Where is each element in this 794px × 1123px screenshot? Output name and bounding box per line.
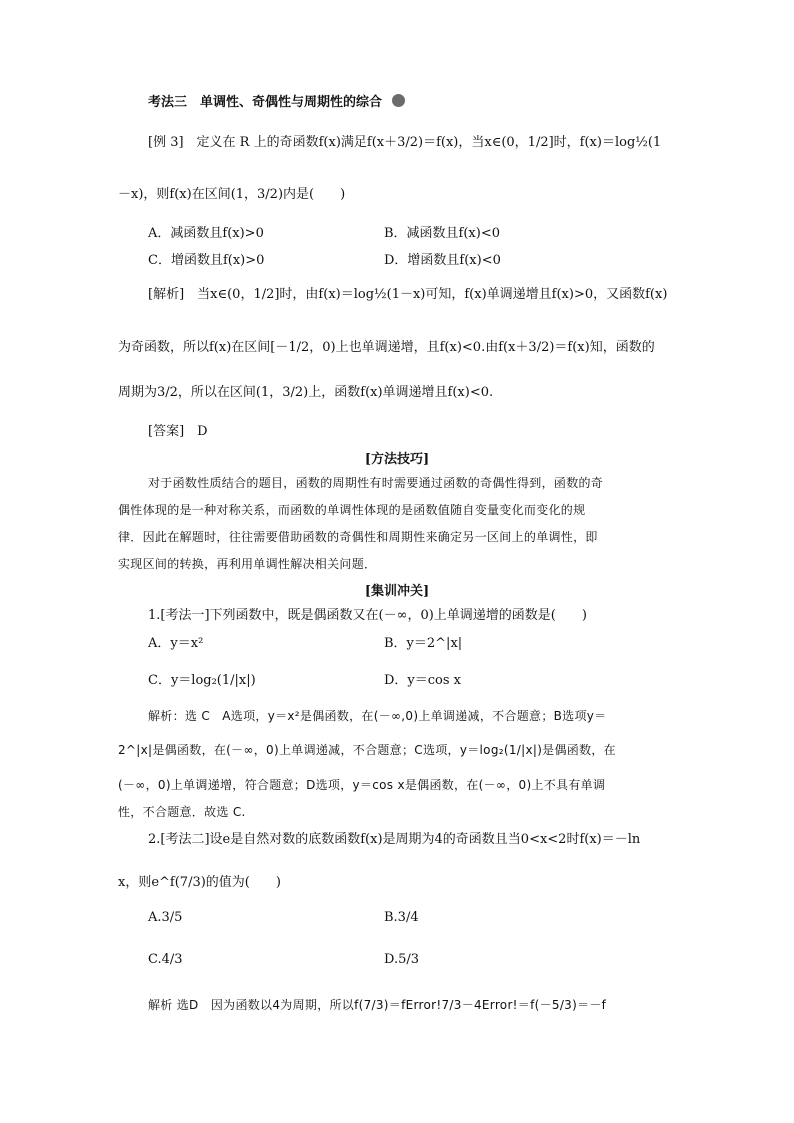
option-a: A．减函数且f(x)>0: [148, 226, 264, 241]
method-line-4: 实现区间的转换，再利用单调性解决相关问题．: [118, 557, 377, 571]
practice-title: [集训冲关]: [364, 584, 430, 599]
q1-solution-line1: 解析：选 C A选项，y＝x²是偶函数，在(－∞,0)上单调递减，不合题意；B选项y＝: [148, 709, 607, 723]
q2-option-d: D.5/3: [384, 952, 420, 967]
q1-option-a: A．y＝x²: [148, 636, 204, 651]
q2-solution-line: 解析 选D 因为函数以4为周期，所以f(7/3)＝fError!7/3－4Error!＝f(－5/3)＝－f: [148, 998, 607, 1012]
q1-solution-line3: (－∞，0)上单调递增，符合题意；D选项，y＝cos x是偶函数，在(－∞，0)上不具有单调: [118, 778, 606, 792]
q2-options-row1: [148, 910, 708, 930]
option-c: C．增函数且f(x)>0: [148, 253, 265, 268]
q2-stem-line1: 2.[考法二]设e是自然对数的底数函数f(x)是周期为4的奇函数且当0<x<2时f(x)＝－ln: [148, 832, 641, 847]
q1-option-c: C．y＝log₂(1/|x|): [148, 673, 256, 688]
example3-answer: [答案] D: [148, 424, 208, 439]
example3-options-row1: [148, 222, 708, 242]
example3-question-line2: －x)，则f(x)在区间(1，3/2)内是( ): [118, 187, 346, 202]
q2-option-a: A.3/5: [148, 910, 183, 925]
q1-option-d: D．y＝cos x: [384, 673, 462, 688]
option-d: D．增函数且f(x)<0: [384, 253, 501, 268]
bullet-dot-icon: [392, 94, 405, 107]
q2-stem-line2: x，则e^f(7/3)的值为( ): [118, 875, 281, 890]
q2-option-b: B.3/4: [384, 910, 419, 925]
method-line-1: 对于函数性质结合的题目，函数的周期性有时需要通过函数的奇偶性得到，函数的奇: [148, 476, 604, 490]
q1-options-row2: [148, 669, 708, 689]
example3-solution-line2: 为奇函数，所以f(x)在区间[－1/2，0)上也单调递增，且f(x)<0.由f(x＋3/2)＝f(x)知，函数的: [118, 340, 655, 355]
example3-solution-line3: 周期为3/2，所以在区间(1，3/2)上，函数f(x)单调递增且f(x)<0.: [118, 385, 494, 400]
option-b: B．减函数且f(x)<0: [384, 226, 501, 241]
example3-options-row2: [148, 249, 708, 269]
q1-solution-line2: 2^|x|是偶函数，在(－∞，0)上单调递减，不合题意；C选项，y＝log₂(1/|x|)是偶函数，在: [118, 743, 616, 757]
q2-option-c: C.4/3: [148, 952, 183, 967]
method-line-2: 偶性体现的是一种对称关系，而函数的单调性体现的是函数值随自变量变化而变化的规: [118, 503, 586, 517]
q1-options-row1: [148, 632, 708, 652]
method-tips-title: [方法技巧]: [364, 452, 430, 467]
method-line-3: 律．因此在解题时，往往需要借助函数的奇偶性和周期性来确定另一区间上的单调性，即: [118, 530, 598, 544]
q1-option-b: B．y＝2^|x|: [384, 636, 463, 651]
section-heading: [148, 93, 405, 113]
q2-options-row2: [148, 952, 708, 972]
section-title: 考法三 单调性、奇偶性与周期性的综合: [148, 95, 383, 110]
example3-question-line1: [例 3] 定义在 R 上的奇函数f(x)满足f(x＋3/2)＝f(x)，当x∈(0，1/2]时，f(x)＝log½(1: [148, 135, 662, 150]
q1-stem: 1.[考法一]下列函数中，既是偶函数又在(－∞，0)上单调递增的函数是( ): [148, 608, 587, 623]
q1-solution-line4: 性，不合题意．故选 C.: [118, 805, 246, 819]
example3-solution-line1: [解析] 当x∈(0，1/2]时，由f(x)＝log½(1－x)可知，f(x)单调递增且f(x)>0，又函数f(x): [148, 287, 668, 302]
